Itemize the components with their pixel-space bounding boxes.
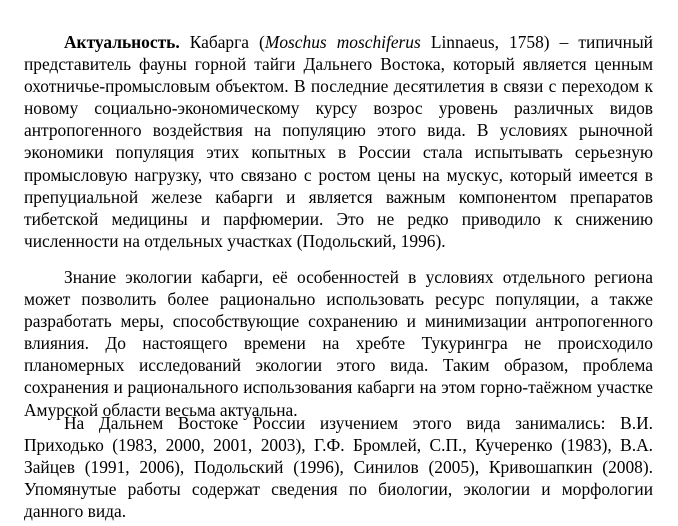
paragraph-text: На Дальнем Востоке России изучением этого вида занимались: В.И. Приходько (1983, 2000, 2001, 2003), Г.Ф. Бромлей, С.П., Кучеренко (1983), В.А. Зайцев (1991, 2006), Подольский (1996), Синилов (2005), Кривошапкин (2008). Упомянутые работы содержат сведения по биологии, экологии и морфологии данного вида. [24, 413, 653, 522]
paragraph-text: Знание экологии кабарги, её особенностей в условиях отдельного региона может позволить более рационально использовать ресурс популяции, а также разработать меры, способствующие сохранению и минимизации антропогенного влияния. До настоящего времени на хребте Тукурингра не происходило планомерных исследований экологии этого вида. Таким образом, проблема сохранения и рационального использования кабарги на этом горно-таёжном участке Амурской области весьма актуальна. [24, 267, 653, 420]
paragraph-ecology [24, 266, 653, 421]
paragraph-text: Linnaeus, 1758) – типичный представитель фауны горной тайги Дальнего Востока, который является ценным охотничье-промысловым объектом. В последние десятилетия в связи с переходом к новому социально-экономическому курсу возрос уровень различных видов антропогенного воздействия на популяцию этого вида. В условиях рыночной экономики популяция этих копытных в России стала испытывать серьезную промысловую нагрузку, что связано с ростом цены на мускус, который имеется в препуциальной железе кабарги и является важным компонентом препаратов тибетской медицины и парфюмерии. Это не редко приводило к снижению численности на отдельных участках (Подольский, 1996). [24, 32, 653, 251]
paragraph-relevance [24, 31, 653, 252]
section-lead-heading: Актуальность. [64, 32, 180, 52]
paragraph-text: Кабарга ( [179, 32, 265, 52]
latin-species-name: Moschus moschiferus [264, 32, 421, 52]
paragraph-research-history [24, 412, 653, 522]
